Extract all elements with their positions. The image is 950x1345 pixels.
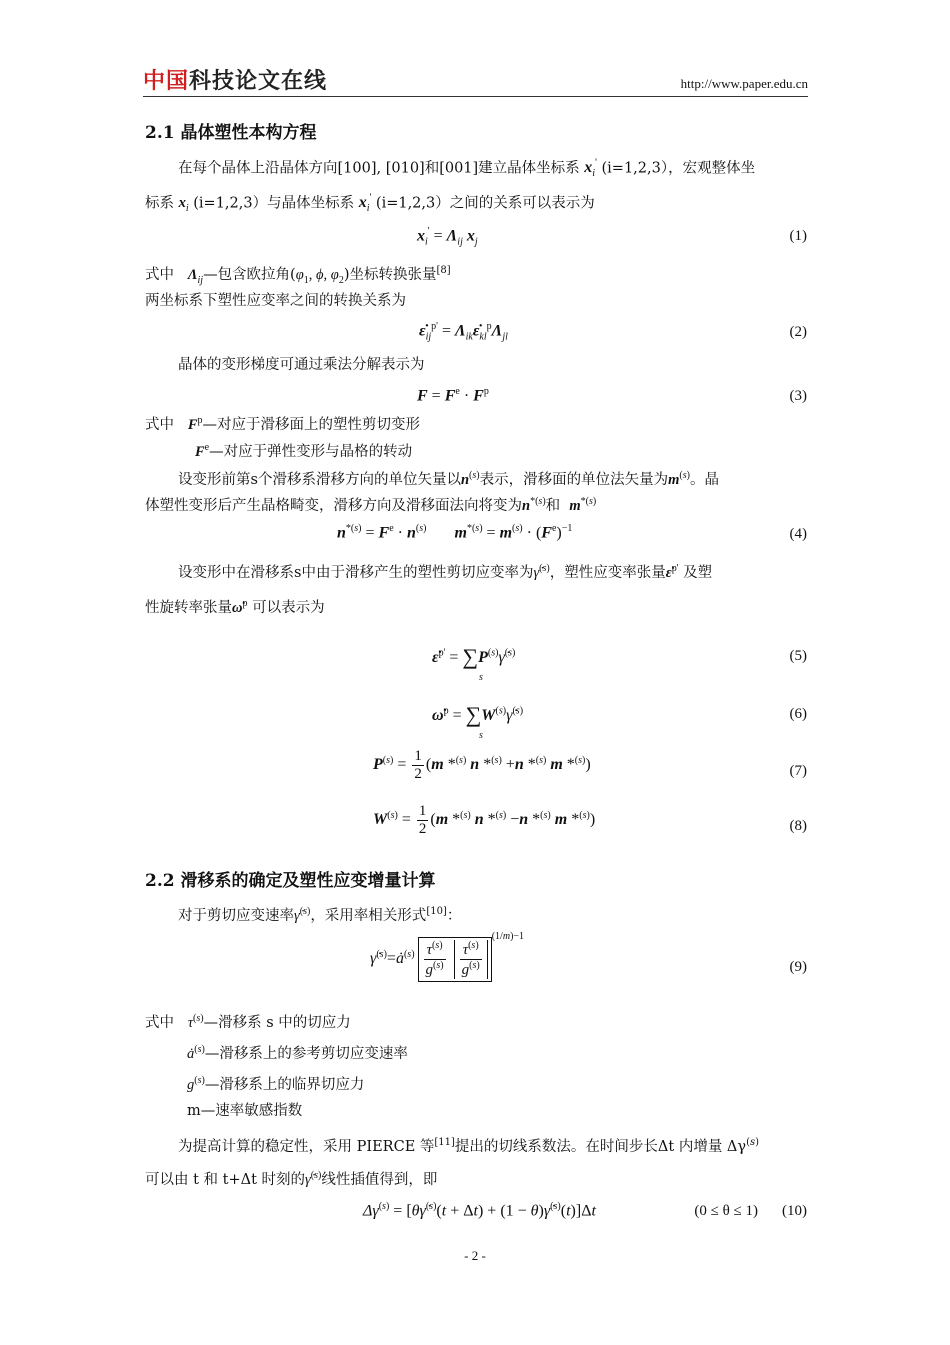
text: 可以由 t 和 t+Δt 时刻的 bbox=[145, 1171, 306, 1188]
text: —对应于弹性变形与晶格的转动 bbox=[209, 443, 413, 460]
where-lambda bbox=[145, 261, 451, 291]
text: 体塑性变形后产生晶格畸变，滑移方向及滑移面法向将变为 bbox=[145, 497, 522, 514]
paragraph-coordinates-line1 bbox=[178, 154, 755, 185]
equation-1: $x_i' = \Lambda_{ij}$ $x_j$ bbox=[417, 226, 478, 248]
equation-number-9: (9) bbox=[789, 959, 807, 975]
text: 在每个晶体上沿晶体方向[100], [010]和[001]建立晶体坐标系 bbox=[178, 160, 580, 177]
text: ，采用率相关形式 bbox=[310, 907, 427, 924]
math-inline: $\Lambda_{ij}$ bbox=[187, 266, 204, 286]
paragraph-rate-line2 bbox=[145, 594, 325, 618]
text: 和 bbox=[545, 497, 561, 514]
text: 可以表示为 bbox=[252, 599, 325, 616]
equation-5: ε̇$^{p'}$ = $\sum P^{(s)}\gammȧ^{(s)}$ s bbox=[432, 644, 516, 683]
text: )坐标转换张量 bbox=[343, 266, 437, 283]
text: —滑移系 s 中的切应力 bbox=[203, 1014, 351, 1031]
text: (i=1,2,3）之间的关系可以表示为 bbox=[375, 195, 595, 212]
text: 式中 bbox=[145, 266, 174, 283]
text: 为提高计算的稳定性，采用 PIERCE 等 bbox=[178, 1138, 435, 1155]
citation: [11] bbox=[434, 1137, 455, 1148]
math-inline: $ȧ^{(s)}$ bbox=[187, 1044, 205, 1062]
equation-4: $n^{*(s)} = F^e \cdot n^{(s)}$ $m^{*(s)} = m^{(s)} \cdot (F^e)^{-1}$ bbox=[337, 523, 573, 542]
text: 表示，滑移面的单位法矢量为 bbox=[479, 471, 669, 488]
equation-8: $W^{(s)}$ = $\frac{1}{2}$ (m *$^{(s)}$ n *$^{(s)}$ −n *$^{(s)}$ m *$^{(s)}$) bbox=[373, 803, 596, 837]
where-tau bbox=[145, 1009, 351, 1033]
section-title-2-1: 2.1 晶体塑性本构方程 bbox=[145, 123, 317, 143]
page-number: - 2 - bbox=[464, 1248, 486, 1263]
text: —滑移系上的参考剪切应变速率 bbox=[204, 1045, 408, 1062]
math-inline: $x_i'$ bbox=[584, 158, 597, 180]
text: 设变形中在滑移系s中由于滑移产生的塑性剪切应变率为 bbox=[178, 564, 534, 581]
math-inline: $g^{(s)}$ bbox=[187, 1075, 205, 1093]
math-inline: ω̇$^p$ bbox=[232, 598, 248, 616]
page-header bbox=[143, 62, 808, 97]
equation-number-2: (2) bbox=[789, 324, 807, 340]
math-inline: $m^{*(s)}$ bbox=[569, 496, 597, 514]
logo-red-text: 中国 bbox=[143, 69, 190, 94]
where-g bbox=[187, 1071, 364, 1095]
math-inline: γ̇$^{(s)}$ bbox=[294, 906, 311, 924]
equation-number-5: (5) bbox=[789, 648, 807, 664]
math-inline: $F^p$ bbox=[187, 415, 203, 433]
citation: [8] bbox=[436, 265, 451, 276]
paragraph-pierce-line2 bbox=[145, 1166, 437, 1190]
math-inline: $x_i'$ bbox=[358, 193, 372, 215]
equation-number-4: (4) bbox=[789, 526, 807, 542]
math-inline: ε̇$^{p'}$ bbox=[665, 563, 679, 581]
text: 式中 bbox=[145, 416, 174, 433]
logo-dark-text: 科技论文在线 bbox=[189, 69, 328, 94]
paragraph-slip-line1 bbox=[178, 466, 719, 490]
paragraph-pierce-line1: 为提高计算的稳定性，采用 PIERCE 等[11]提出的切线系数法。在时间步长Δt 内增量 $\Delta\gamma^{(s)}$ bbox=[178, 1137, 760, 1155]
journal-logo bbox=[143, 64, 327, 95]
text: 对于剪切应变速率 bbox=[178, 907, 294, 924]
text: 及塑 bbox=[683, 564, 713, 581]
text: 性旋转率张量 bbox=[145, 599, 232, 616]
math-inline: $\tau^{(s)}$ bbox=[187, 1013, 204, 1031]
where-fp bbox=[145, 411, 420, 435]
math-inline: $n^{*(s)}$ bbox=[522, 496, 546, 514]
text: —包含欧拉角( bbox=[203, 266, 296, 283]
line-shear-rate bbox=[178, 902, 461, 926]
text: 设变形前第s个滑移系滑移方向的单位矢量以 bbox=[178, 471, 461, 488]
paragraph-slip-line2 bbox=[145, 492, 596, 516]
text: 式中 bbox=[145, 1014, 174, 1031]
text: 标系 bbox=[145, 195, 174, 212]
equation-7: $P^{(s)}$ = $\frac{1}{2}$ (m *$^{(s)}$ n *$^{(s)}$ +n *$^{(s)}$ m *$^{(s)}$) bbox=[373, 748, 591, 782]
equation-2: $\varepsiloṅ_{ij}^{p'}$ = $\Lambda_{ik}\varepsiloṅ_{kl}^p\Lambda_{jl}$ bbox=[419, 321, 508, 343]
math-inline: $n^{(s)}$ bbox=[460, 470, 480, 488]
equation-number-7: (7) bbox=[789, 763, 807, 779]
equation-6: ω̇$^p$ = $\sum W^{(s)}\gammȧ^{(s)}$ s bbox=[432, 702, 524, 741]
paragraph-coordinates-line2 bbox=[145, 189, 595, 220]
line-decomposition: 晶体的变形梯度可通过乘法分解表示为 bbox=[178, 357, 425, 373]
text: 。晶 bbox=[690, 471, 719, 488]
text: 提出的切线系数法。在时间步长Δt 内增量 Δγ bbox=[454, 1138, 747, 1155]
equation-3: $F = F^e \cdot F^p$ bbox=[417, 386, 489, 405]
equation-number-1: (1) bbox=[789, 228, 807, 244]
math-inline: γ̇$^{(s)}$ bbox=[533, 563, 550, 581]
line-transform: 两坐标系下塑性应变率之间的转换关系为 bbox=[145, 293, 406, 309]
text: —滑移系上的临界切应力 bbox=[204, 1076, 365, 1093]
math-inline: γ̇$^{(s)}$ bbox=[305, 1170, 322, 1188]
text: (i=1,2,3）与晶体坐标系 bbox=[193, 195, 355, 212]
section-title-2-2: 2.2 滑移系的确定及塑性应变增量计算 bbox=[145, 871, 436, 891]
equation-9: $\gammȧ^{(s)}=ȧ^{(s)}$ $\frac{\tau^{(s)}}{g^{(s)}}$ $\frac{\tau^{(s)}}{g^{(s)}}$ $^{(1/m)-1}$ bbox=[370, 937, 524, 982]
text: 线性插值得到，即 bbox=[321, 1171, 438, 1188]
math-inline: $x_i$ bbox=[178, 195, 189, 215]
where-a-dot bbox=[187, 1040, 408, 1064]
text: —对应于滑移面上的塑性剪切变形 bbox=[202, 416, 420, 433]
equation-number-3: (3) bbox=[789, 388, 807, 404]
text: (i=1,2,3），宏观整体坐 bbox=[601, 160, 756, 177]
equation-number-8: (8) bbox=[789, 818, 807, 834]
math-inline: $m^{(s)}$ bbox=[668, 470, 690, 488]
equation-number-10: (10) bbox=[782, 1203, 807, 1219]
equation-number-6: (6) bbox=[789, 706, 807, 722]
citation: [10] bbox=[426, 906, 447, 917]
math-inline: $F^e$ bbox=[195, 442, 210, 460]
where-fe bbox=[195, 438, 412, 462]
where-m: m—速率敏感指数 bbox=[187, 1103, 303, 1119]
math-inline: $\varphi_1$, ϕ, $\varphi_2$ bbox=[295, 266, 344, 286]
equation-10: $\Delta\gamma^{(s)}$ = [θγ̇$^{(s)}$(t + Δt) + (1 − θ)γ̇$^{(s)}$(t)]Δt bbox=[363, 1201, 596, 1220]
text: ： bbox=[446, 907, 462, 924]
header-url[interactable]: http://www.paper.edu.cn bbox=[680, 76, 808, 91]
text: ，塑性应变率张量 bbox=[549, 564, 666, 581]
equation-10-range: (0 ≤ θ ≤ 1) bbox=[694, 1203, 758, 1219]
paragraph-rate-line1 bbox=[178, 559, 712, 583]
